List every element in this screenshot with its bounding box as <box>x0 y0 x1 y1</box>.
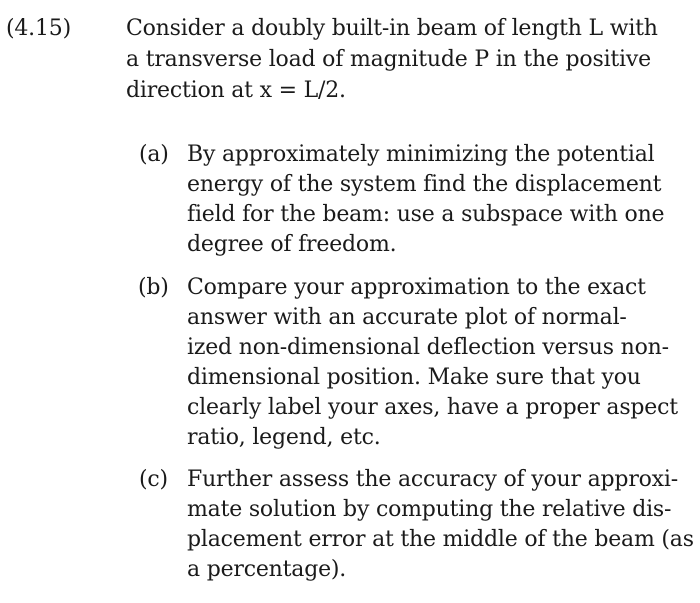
part-a-label: (a) <box>139 142 169 167</box>
problem-statement-line-1: Consider a doubly built-in beam of length L with <box>126 16 658 41</box>
part-c-line-3: placement error at the middle of the beam (as <box>187 527 694 552</box>
part-c-line-1: Further assess the accuracy of your approxi- <box>187 467 678 492</box>
problem-statement-line-3: direction at x = L/2. <box>126 78 346 103</box>
part-a-line-3: field for the beam: use a subspace with one <box>187 202 665 227</box>
part-b-line-4: dimensional position. Make sure that you <box>187 365 641 390</box>
part-b-line-2: answer with an accurate plot of normal- <box>187 305 627 330</box>
part-a-line-4: degree of freedom. <box>187 232 397 257</box>
problem-statement-line-2: a transverse load of magnitude P in the positive <box>126 47 651 72</box>
part-c-line-4: a percentage). <box>187 557 347 582</box>
part-c-label: (c) <box>139 467 168 492</box>
part-b-line-3: ized non-dimensional deflection versus non- <box>187 335 669 360</box>
part-c-line-2: mate solution by computing the relative dis- <box>187 497 672 522</box>
problem-number: (4.15) <box>6 16 71 41</box>
part-b-label: (b) <box>138 275 169 300</box>
part-b-line-5: clearly label your axes, have a proper aspect <box>187 395 678 420</box>
part-a-line-1: By approximately minimizing the potential <box>187 142 655 167</box>
part-a-line-2: energy of the system find the displacement <box>187 172 662 197</box>
part-b-line-1: Compare your approximation to the exact <box>187 275 646 300</box>
part-b-line-6: ratio, legend, etc. <box>187 425 381 450</box>
